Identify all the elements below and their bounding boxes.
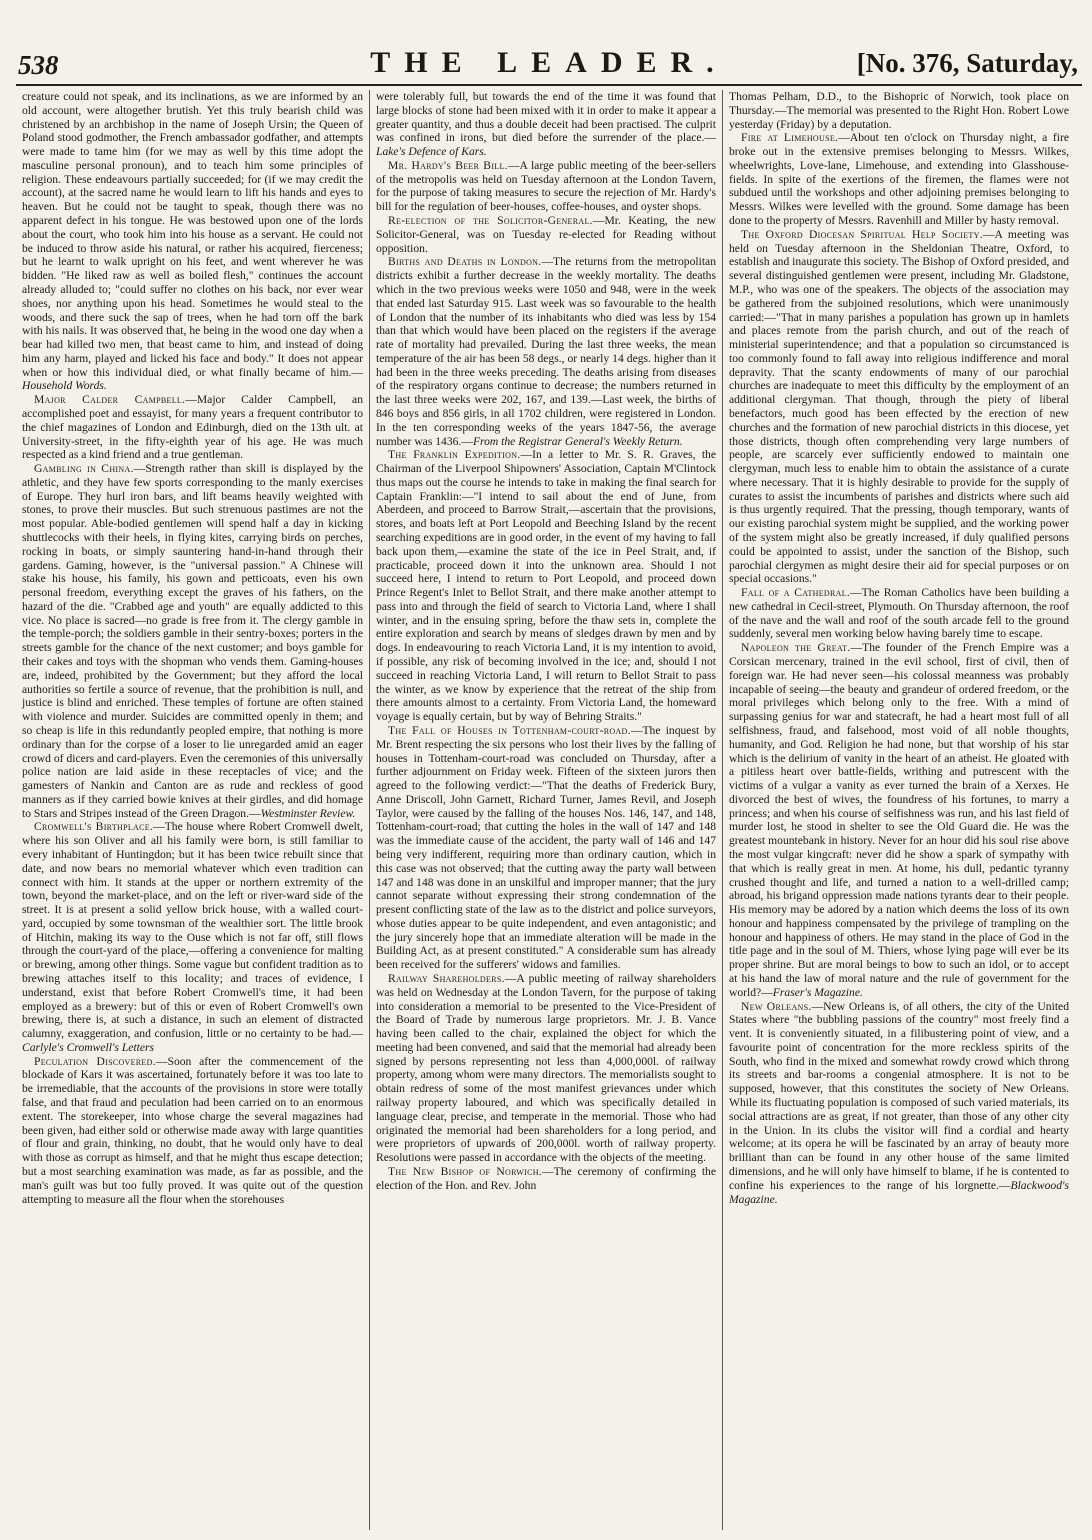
article-text: The Roman Catholics have been building a new cathedral in Cecil-street, Plymouth. On Thursday afternoon, the roof of the nave and the wall and roof of the south arcade fell to the ground suddenly, several men working below having barely time to escape.	[729, 586, 1069, 641]
column-2	[369, 90, 722, 1530]
article-paragraph: The New Bishop of Norwich.—The ceremony of confirming the election of the Hon. and Rev. John	[376, 1164, 716, 1192]
article-source: Household Words.	[22, 379, 107, 393]
article-text: Soon after the commencement of the blockade of Kars it was ascertained, fortunately before it was too late to be irremediable, that the accounts of the provisions in store were totally false, and that fraud and peculation had been carried on to an enormous extent. The storekeeper, into whose charge the several magazines had been given, had either sold or otherwise made away with large quantities of flour and grain, thinking, no doubt, that he would only have to deal with those as corrupt as himself, and that he might thus escape detection; but a most searching examination was made, as far as possible, and the man's guilt was but too fully proved. It was quite out of the question attempting to measure all the flour when the storehouses	[22, 1054, 363, 1206]
article-text: About ten o'clock on Thursday night, a fire broke out in the extensive premises belonging to Messrs. Wilkes, wheelwrights, Love-lane, Limehouse, and extending into Glasshouse-fields. In spite of the exertions of the firemen, the flames were not subdued until the workshops and other adjoining premises belonging to Messrs. Wilkes were levelled with the ground. Some damage has been done to the property of Messrs. Ravenhill and Miller by hasty removal.	[729, 131, 1069, 228]
article-source: From the Registrar General's Weekly Return.	[472, 434, 683, 448]
article-heading: Re-election of the Solicitor-General.	[388, 214, 593, 228]
article-text: In a letter to Mr. S. R. Graves, the Chairman of the Liverpool Shipowners' Association, Captain M'Clintock thus maps out the course he intends to take in making the final search for Captain Franklin:—"I intend to sail about the end of June, from Aberdeen, and proceed to Barrow Strait,—ascertain that the provisions, stores, and boats left at Port Leopold and Beeching Island by the recent searching expeditions are in good order, in the event of my having to fall back upon them,—examine the state of the ice in Peel Strait, and, if practicable, proceed down it into the unknown area. Should I not succeed here, I intend to return to Port Leopold, and proceed down Prince Regent's Inlet to Bellot Strait, and there make another attempt to pass into and through the field of search to Victoria Land, where I shall winter, and in the ensuing spring, before the thaw sets in, complete the entire exploration and search by means of sledges drawn by men and by dogs. In endeavouring to reach Victoria Land, it is my intention to avoid, if possible, any risk of becoming involved in the ice; and, should I not succeed in reaching Victoria Land, I will return to Bellot Strait to pass the winter, as we know by experience that the retreat of the ship from there amounts almost to a certainty. From Victoria Land, the homeward voyage is equally certain, but by way of Behring Straits."	[376, 448, 716, 724]
article-paragraph: Re-election of the Solicitor-General.—Mr. Keating, the new Solicitor-General, was on Tuesday re-elected for Reading without opposition.	[376, 214, 717, 255]
article-paragraph: Gambling in China.—Strength rather than skill is displayed by the athletic, and they have few sports corresponding to the manly exercises of Europe. They hurl iron bars, and lift beams heavily weighted with stones, to prove their muscles. But such strenuous pastimes are not the most popular. Able-bodied gentlemen will spend half a day in kicking shuttlecocks with their heels, in flying kites, carrying birds on perches, rocking in boats, or simply sauntering hand-in-hand through their gardens. Gaming, however, is the "universal passion." A Chinese will stake his house, his family, his gown and petticoats, even his own personal freedom, everything except the graves of his fathers, on the hazard of the die. "Crabbed age and youth" are equally addicted to this vice. No place is sacred—no grade is free from it. The clergy gamble in the temple-porch; the soldiers gamble in their sentry-boxes; porters in the streets gamble for the chance of the next customer; and boys gamble for their cakes and toys with the shopman who vends them. Gaming-houses are, indeed, prohibited by the Government; but they afford the local authorities so fertile a source of revenue, that the prohibition is null, and justice is blind and enriched. These temples of fortune are often stained with violence and murder. Suicides are committed openly in them; and so cheap is life in this redundantly peopled empire, that nothing is more ordinary than for the corpse of a loser to lie unregarded amid an eager crowd of dicers and card-players. Even the ceremonies of this universally police nation are laid aside in these receptacles of vice; and the gamesters of Nankin and Canton are as rude and reckless of good manners as if they carried bowie knives at their girdles, and did homage to Stars and Stripes instead of the Green Dragon.—Westminster Review.	[22, 462, 363, 820]
article-text: A large public meeting of the beer-sellers of the metropolis was held on Tuesday afternoon at the London Tavern, for the purpose of taking measures to secure the rejection of Mr. Hardy's bill for the regulation of beer-houses, coffee-houses, and oyster shops.	[376, 158, 716, 214]
article-text: New Orleans is, of all others, the city of the United States where "the bubbling passions of the country" most freely find a vent. It is conveniently situated, in a filibustering point of view, and a favourite point of concentration for the more reckless spirits of the South, who find in the mixed and somewhat rowdy crowd which throng its streets and bar-rooms a congenial atmosphere. It is not to be supposed, however, that this constitutes the society of New Orleans. While its fluctuating population is composed of such varied materials, its social attractions are as great, if not greater, than those of any other city in the Union. In its clubs the visitor will find a cordial and hearty welcome; at its opera he will be fascinated by an array of beauty more brilliant than can be found in any other house of the same limited dimensions, and he will only have himself to blame, if he is contented to confine his experiences to the range of his lorgnette.	[729, 999, 1069, 1192]
article-text: Mr. Keating, the new Solicitor-General, was on Tuesday re-elected for Reading without opposition.	[376, 214, 717, 255]
column-1	[16, 90, 369, 1530]
article-source: Carlyle's Cromwell's Letters	[22, 1040, 155, 1054]
article-heading: The New Bishop of Norwich.	[388, 1164, 543, 1178]
article-text: creature could not speak, and its inclinations, as we are informed by an old account, were altogether brutish. Yet this truly bearish child was christened by an archbishop in the name of Joseph Ursin; the Queen of Poland stood godmother, the French ambassador godfather, and attempts were made to tame him (for we may as well by this time adopt the masculine personal pronoun), and to teach him some principles of religion. These endeavours partially succeeded; for (if we may credit the account), at the sacred name he would learn to lift his hands and eyes to heaven. But he could not be taught to speak, though there was no apparent defect in his tongue. He was bestowed upon one of the lords about the court, who took him into his house as a servant. He could not be induced to throw aside his natural, or rather his acquired, fierceness; but he learnt to walk upright on his feet, and went wherever he was bidden. "He liked raw as well as boiled flesh," continues the account already alluded to; "could suffer no clothes on his back, nor ever wear shoes, nor anything upon his head. Sometimes he would steal to the woods, and there suck the sap of trees, when he had torn off the bark with his nails. It was observed that, he being in the wood one day when a bear had killed two men, that beast came to him, and instead of doing him any harm, played and licked his face and body." It does not appear when or how this individual died, or what finally became of him.	[22, 90, 363, 379]
article-paragraph: Peculation Discovered.—Soon after the commencement of the blockade of Kars it was ascertained, fortunately before it was too late to be irremediable, that the accounts of the provisions in store were totally false, and that fraud and peculation had been carried on to an enormous extent. The storekeeper, into whose charge the several magazines had been given, had either sold or otherwise made away with large quantities of flour and grain, thinking, no doubt, that he would only have to deal with those as corrupt as himself, and that he might thus escape detection; but a most searching examination was made, as far as possible, and the man's guilt was but too fully proved. It was quite out of the question attempting to measure all the flour when the storehouses	[22, 1054, 363, 1206]
article-heading: Fire at Limehouse.	[741, 131, 839, 145]
article-text: Thomas Pelham, D.D., to the Bishopric of Norwich, took place on Thursday.—The memorial was presented to the Right Hon. Robert Lowe yesterday (Friday) by a deputation.	[729, 90, 1069, 131]
article-text: A public meeting of railway shareholders was held on Wednesday at the London Tavern, for the purpose of taking into consideration a memorial to be presented to the Vice-President of the Board of Trade by numerous large proprietors. Mr. J. B. Vance having been called to the chair, explained the object for which the meeting had been convened, and said that the memorial had already been signed by persons representing not less than 4,000,000l. of railway property, among whom were many directors. The memorialists sought to obtain redress of some of the most manifest grievances under which railway property laboured, and which was specifically detailed in language clear, precise, and temperate in the memorial. Those who had originated the memorial had been shareholders for a long period, and were proprietors of upwards of 200,000l. worth of railway property. Resolutions were passed in accordance with the objects of the meeting.	[376, 972, 716, 1165]
article-paragraph: Railway Shareholders.—A public meeting of railway shareholders was held on Wednesday at the London Tavern, for the purpose of taking into consideration a memorial to be presented to the Vice-President of the Board of Trade by numerous large proprietors. Mr. J. B. Vance having been called to the chair, explained the object for which the meeting had been convened, and said that the memorial had already been signed by persons representing not less than 4,000,000l. of railway property, among whom were many directors. The memorialists sought to obtain redress of some of the most manifest grievances under which railway property laboured, and which was specifically detailed in language clear, precise, and temperate in the memorial. Those who had originated the memorial had been shareholders for a long period, and were proprietors of upwards of 200,000l. worth of railway property. Resolutions were passed in accordance with the objects of the meeting.	[376, 972, 716, 1165]
article-paragraph: The Oxford Diocesan Spiritual Help Society.—A meeting was held on Tuesday afternoon in the Sheldonian Theatre, Oxford, to establish and inaugurate this society. The Bishop of Oxford presided, and several distinguished gentlemen were present, including Mr. Gladstone, M.P., who was one of the speakers. The objects of the association may be gathered from the subjoined resolutions, which were unanimously carried:—"That in many parishes a population has grown up in hamlets and places remote from the parish church, and out of the reach of ministerial superintendence; and that a population so circumstanced is too commonly found to fall away into religious indifference and moral depravity. That the scanty endowments of many of our parochial churches are inadequate to meet this difficulty by the employment of an additional clergyman. That though, through the piety of liberal benefactors, much good has been effected by the erection of new churches and the formation of new parochial districts in this diocese, yet those districts, though often comprehending very large numbers of people, are scarcely ever sufficiently endowed to maintain one clergyman, much less to enable him to obtain the assistance of a curate where necessary. That it is highly desirable to provide for the supply of curates to assist the incumbents of parishes and districts where such aid is thus urgently required. That the pressing, though temporary, wants of our existing parochial system might be supplied, and the working power of the system might also be greatly increased, if duly qualified persons could be appointed to assist, under the sanction of the Bishop, such parochial clergymen as might desire their aid for special purposes or on special occasions."	[729, 227, 1070, 586]
article-paragraph: Napoleon the Great.—The founder of the French Empire was a Corsican mercenary, trained in the evil school, first of civil, then of foreign war. He had never seen—his colossal meanness was probably incapable of seeing—the beauty and grandeur of ordered freedom, or the moral privileges which belong only to the free. With a mind of surpassing genius for war and statecraft, he had a heart most full of all selfishness, fraud, and falsehood, most void of all noble thoughts, humanity, and God. Religion he had none, but that worship of his star which is the delirium of vanity in the heart of an atheist. He gloated with a pitiless heart over battle-fields, writhing and putrescent with the victims of a vulgar a vanity as ever turned the brain of a Xerxes. He divorced the best of wives, the foundress of his fortunes, to marry a princess; and when his course of selfishness was run, and his last field of murder lost, he stood in shelter to see the Old Guard die. He was the greatest mountebank in history. Never for an hour did his soul rise above the most vulgar kingcraft: never did he show a spark of sympathy with that which is really great in men. At home, his dull, pedantic tyranny crushed thought and life, and turned a nation to a well-drilled camp; abroad, his brigand oppression made nations tyrants dear to their people. His memory may be adored by a nation which deems the loss of its own honour and happiness compensated by the privilege of trampling on the honour and happiness of others. He may stand in the place of God in the title page and in the soul of M. Thiers, whose lying page will ever be its proper shrine. But are moral beings to bow to such an idol, or to accept at his hand the law of moral nature and the rule of government for the world?—Fraser's Magazine.	[729, 641, 1069, 999]
article-heading: Railway Shareholders.	[388, 972, 505, 985]
article-columns	[16, 90, 1082, 1530]
article-paragraph: were tolerably full, but towards the end of the time it was found that large blocks of stone had been mixed with it in order to make it appear a greater quantity, and thus a double deceit had been practised. The culprit was confined in irons, but died before the surrender of the place.—Lake's Defence of Kars.	[376, 90, 716, 159]
article-source: Westminster Review.	[260, 806, 356, 820]
article-paragraph: Fall of a Cathedral.—The Roman Catholics have been building a new cathedral in Cecil-street, Plymouth. On Thursday afternoon, the roof of the nave and the wall and roof of the south arcade fell to the ground suddenly, several men working below having barely time to escape.	[729, 586, 1069, 641]
article-heading: The Fall of Houses in Tottenham-court-road.	[388, 723, 631, 737]
page-number: 538	[18, 50, 59, 80]
article-paragraph: The Fall of Houses in Tottenham-court-road.—The inquest by Mr. Brent respecting the six persons who lost their lives by the falling of houses in Tottenham-court-road was concluded on Thursday, after a further adjournment on Friday week. Fifteen of the sixteen jurors then agreed to the following verdict:—"That the deaths of Frederick Bury, Anne Driscoll, John Garnett, Richard Turner, James Revil, and Joseph Taylor, were caused by the falling of the houses Nos. 146, 147, and 148, Tottenham-court-road; that cutting the holes in the wall of 147 and 148 was the immediate cause of the accident, the party wall of 146 and 147 being very indifferent, requiring more than ordinary caution, which in this case was not observed; that the cutting away the party wall between 147 and 148 was done in an unskilful and improper manner; that the jury cannot separate without expressing their strong condemnation of the present conflicting state of the law as to the district and police surveyors, whose duties appear to be quite independent, and even antagonistic; and the jury sincerely hope that an immediate alteration will be made in the Building Act, as at present constituted." A considerable sum has already been received for the sufferers' widows and families.	[376, 723, 716, 972]
column-3	[722, 90, 1075, 1530]
article-source: Fraser's Magazine.	[772, 985, 863, 999]
article-heading: Births and Deaths in London.	[388, 255, 542, 269]
article-heading: Fall of a Cathedral.	[741, 586, 851, 600]
article-text: A meeting was held on Tuesday afternoon in the Sheldonian Theatre, Oxford, to establish and inaugurate this society. The Bishop of Oxford presided, and several distinguished gentlemen were present, including Mr. Gladstone, M.P., who was one of the speakers. The objects of the association may be gathered from the subjoined resolutions, which were unanimously carried:—"That in many parishes a population has grown up in hamlets and places remote from the parish church, and out of the reach of ministerial superintendence; and that a population so circumstanced is too commonly found to fall away into religious indifference and moral depravity. That the scanty endowments of many of our parochial churches are inadequate to meet this difficulty by the employment of an additional clergyman. That though, through the piety of liberal benefactors, much good has been effected by the erection of new churches and the formation of new parochial districts in this diocese, yet those districts, though often comprehending very large numbers of people, are scarcely ever sufficiently endowed to maintain one clergyman, much less to enable him to obtain the assistance of a curate where necessary. That it is highly desirable to provide for the supply of curates to assist the incumbents of parishes and districts where such aid is thus urgently required. That the pressing, though temporary, wants of our existing parochial system might be supplied, and the working power of the system might also be greatly increased, if duly qualified persons could be appointed to assist, under the sanction of the Bishop, such parochial clergymen as might desire their aid for special purposes or on special occasions."	[729, 227, 1070, 586]
article-text: The ceremony of confirming the election of the Hon. and Rev. John	[376, 1164, 716, 1192]
masthead	[16, 0, 1082, 86]
article-paragraph: Fire at Limehouse.—About ten o'clock on Thursday night, a fire broke out in the extensive premises belonging to Messrs. Wilkes, wheelwrights, Love-lane, Limehouse, and extending into Glasshouse-fields. In spite of the exertions of the firemen, the flames were not subdued until the workshops and other adjoining premises belonging to Messrs. Wilkes were levelled with the ground. Some damage has been done to the property of Messrs. Ravenhill and Miller by hasty removal.	[729, 131, 1069, 228]
article-paragraph: Births and Deaths in London.—The returns from the metropolitan districts exhibit a further decrease in the weekly mortality. The deaths which in the two previous weeks were 1050 and 948, were in the week that ended last Saturday 915. Last week was so favourable to the health of London that the number of its inhabitants who died was less by 154 than that which would have been placed on the registers if the average rate of mortality had prevailed. During the last three weeks, the mean temperature of the air has been 58 degs., or nearly 14 degs. higher than it had been in the three weeks preceding. The deaths arising from diseases of the respiratory organs continue to decrease; the numbers returned in the last three weeks were 202, 167, and 139.—Last week, the births of 846 boys and 856 girls, in all 1702 children, were registered in London. In the ten corresponding weeks of the years 1847-56, the average number was 1436.—From the Registrar General's Weekly Return.	[376, 255, 716, 448]
article-heading: Peculation Discovered.	[34, 1054, 156, 1068]
article-paragraph: The Franklin Expedition.—In a letter to Mr. S. R. Graves, the Chairman of the Liverpool Shipowners' Association, Captain M'Clintock thus maps out the course he intends to take in making the final search for Captain Franklin:—"I intend to sail about the end of June, from Aberdeen, and proceed to Barrow Strait,—ascertain that the provisions, stores, and boats left at Port Leopold and Beeching Island by the recent searching expeditions are in good order, in the event of my having to fall back upon them,—examine the state of the ice in Peel Strait, and, if practicable, proceed down it into the unknown area. Should I not succeed here, I intend to return to Port Leopold, and proceed down Prince Regent's Inlet to Bellot Strait, and there make another attempt to pass into and through the field of search to Victoria Land, where I shall winter, and in the ensuing spring, before the thaw sets in, complete the entire exploration and search by means of sledges drawn by men and by dogs. In endeavouring to reach Victoria Land, it is my intention to avoid, if possible, any risk of becoming involved in the ice; and, should I not succeed in reaching Victoria Land, I will return to Bellot Strait to pass the winter, as we know by experience that the retreat of the ship from there amounts almost to a certainty. From Victoria Land, the homeward voyage is equally certain, but by way of Behring Straits."	[376, 448, 716, 724]
article-source: Lake's Defence of Kars.	[376, 145, 487, 159]
article-text: The founder of the French Empire was a Corsican mercenary, trained in the evil school, first of civil, then of foreign war. He had never seen—his colossal meanness was probably incapable of seeing—the beauty and grandeur of ordered freedom, or the moral privileges which belong only to the free. With a mind of surpassing genius for war and statecraft, he had a heart most full of all selfishness, fraud, and falsehood, most void of all noble thoughts, humanity, and God. Religion he had none, but that worship of his star which is the delirium of vanity in the heart of an atheist. He gloated with a pitiless heart over battle-fields, writhing and putrescent with the victims of a vulgar a vanity as ever turned the brain of a Xerxes. He divorced the best of wives, the foundress of his fortunes, to marry a princess; and when his course of selfishness was run, and his last field of murder lost, he stood in shelter to see the Old Guard die. He was the greatest mountebank in history. Never for an hour did his soul rise above the most vulgar kingcraft: never did he show a spark of sympathy with that which is really great in men. At home, his dull, pedantic tyranny crushed thought and life, and turned a nation to a well-drilled camp; abroad, his brigand oppression made nations tyrants dear to their people. His memory may be adored by a nation which deems the loss of its own honour and happiness compensated by the privilege of trampling on the honour and happiness of others. He may stand in the place of God in the title page and in the soul of M. Thiers, whose lying page will ever be its proper shrine. But are moral beings to bow to such an idol, or to accept at his hand the law of moral nature and the rule of government for the world?	[729, 641, 1069, 999]
article-heading: The Oxford Diocesan Spiritual Help Society.	[741, 227, 983, 241]
article-heading: Napoleon the Great.	[741, 641, 851, 655]
article-heading: Cromwell's Birthplace.	[34, 820, 154, 834]
article-text: The inquest by Mr. Brent respecting the six persons who lost their lives by the falling of houses in Tottenham-court-road was concluded on Thursday, after a further adjournment on Friday week. Fifteen of the sixteen jurors then agreed to the following verdict:—"That the deaths of Frederick Bury, Anne Driscoll, John Garnett, Richard Turner, James Revil, and Joseph Taylor, were caused by the falling of the houses Nos. 146, 147, and 148, Tottenham-court-road; that cutting the holes in the wall of 147 and 148 was the immediate cause of the accident, the party wall of 146 and 147 being very indifferent, requiring more than ordinary caution, which in this case was not observed; that the cutting away the party wall between 147 and 148 was done in an unskilful and improper manner; that the jury cannot separate without expressing their strong condemnation of the present conflicting state of the law as to the district and police surveyors, whose duties appear to be quite independent, and even antagonistic; and the jury sincerely hope that an immediate alteration will be made in the Building Act, as at present constituted." A considerable sum has already been received for the sufferers' widows and families.	[376, 723, 716, 972]
article-paragraph: New Orleans.—New Orleans is, of all others, the city of the United States where "the bubbling passions of the country" most freely find a vent. It is conveniently situated, in a filibustering point of view, and a favourite point of concentration for the more reckless spirits of the South, who find in the mixed and somewhat rowdy crowd which throng its streets and bar-rooms a congenial atmosphere. It is not to be supposed, however, that this constitutes the society of New Orleans. While its fluctuating population is composed of such varied materials, its social attractions are as great, if not greater, than those of any other city in the Union. In its clubs the visitor will find a cordial and hearty welcome; at its opera he will be fascinated by an array of beauty more brilliant than can be found in any other house of the same limited dimensions, and he will only have himself to blame, if he is contented to confine his experiences to the range of his lorgnette.—Blackwood's Magazine.	[729, 999, 1069, 1206]
article-paragraph: Cromwell's Birthplace.—The house where Robert Cromwell dwelt, where his son Oliver and all his family were born, is still familiar to every inhabitant of Huntingdon; but it has been twice rebuilt since that date, and now bears no memorial whatever which even tradition can connect with him. It stands at the upper or northern extremity of the town, beyond the market-place, and on the left or river-ward side of the street. It is at present a solid yellow brick house, with a walled court-yard, occupied by some townsman of the wealthier sort. The little brook of Hitchin, making its way to the Ouse which is not far off, still flows through the court-yard of the place,—offering a convenience for malting or brewing, among other things. Some vague but confident tradition as to brewing attaches itself to this locality; and traces of evidence, I understand, exist that before Robert Cromwell's time, it had been employed as a brewery: but of this or even of Robert Cromwell's own brewing, there is, at such a distance, in such an element of distracted calumny, exaggeration, and confusion, little or no certainty to be had.—Carlyle's Cromwell's Letters	[22, 820, 364, 1054]
article-text: were tolerably full, but towards the end of the time it was found that large blocks of stone had been mixed with it in order to make it appear a greater quantity, and thus a double deceit had been practised. The culprit was confined in irons, but died before the surrender of the place.	[376, 90, 716, 145]
article-text: The house where Robert Cromwell dwelt, where his son Oliver and all his family were born, is still familiar to every inhabitant of Huntingdon; but it has been twice rebuilt since that date, and now bears no memorial whatever which even tradition can connect with him. It stands at the upper or northern extremity of the town, beyond the market-place, and on the left or river-ward side of the street. It is at present a solid yellow brick house, with a walled court-yard, occupied by some townsman of the wealthier sort. The little brook of Hitchin, making its way to the Ouse which is not far off, still flows through the court-yard of the place,—offering a convenience for malting or brewing, among other things. Some vague but confident tradition as to brewing attaches itself to this locality; and traces of evidence, I understand, exist that before Robert Cromwell's time, it had been employed as a brewery: but of this or even of Robert Cromwell's own brewing, there is, at such a distance, in such an element of distracted calumny, exaggeration, and confusion, little or no certainty to be had.	[22, 820, 364, 1041]
article-heading: The Franklin Expedition.	[388, 448, 521, 462]
article-text: Strength rather than skill is displayed by the athletic, and they have few sports corresponding to the manly exercises of Europe. They hurl iron bars, and lift beams heavily weighted with stones, to prove their muscles. But such strenuous pastimes are not the most popular. Able-bodied gentlemen will spend half a day in kicking shuttlecocks with their heels, in flying kites, carrying birds on perches, rocking in boats, or simply sauntering hand-in-hand through their gardens. Gaming, however, is the "universal passion." A Chinese will stake his house, his family, his gown and petticoats, even his own personal freedom, everything except the graves of his fathers, on the hazard of the die. "Crabbed age and youth" are equally addicted to this vice. No place is sacred—no grade is free from it. The clergy gamble in the temple-porch; the soldiers gamble in their sentry-boxes; porters in the streets gamble for the chance of the next customer; and boys gamble for their cakes and toys with the shopman who vends them. Gaming-houses are, indeed, prohibited by the Government; but they afford the local authorities so fertile a source of revenue, that the prohibition is null, and justice is blind and enriched. These temples of fortune are often stained with violence and murder. Suicides are committed openly in them; and so cheap is life in this redundantly peopled empire, that nothing is more ordinary than for the corpse of a loser to lie unregarded amid an eager crowd of dicers and card-players. Even the ceremonies of this universally police nation are laid aside in these receptacles of vice; and the gamesters of Nankin and Canton are as rude and reckless of good manners as if they carried bowie knives at their girdles, and did homage to Stars and Stripes instead of the Green Dragon.	[22, 462, 363, 820]
article-text: The returns from the metropolitan districts exhibit a further decrease in the weekly mortality. The deaths which in the two previous weeks were 1050 and 948, were in the week that ended last Saturday 915. Last week was so favourable to the health of London that the number of its inhabitants who died was less by 154 than that which would have been placed on the registers if the average rate of mortality had prevailed. During the last three weeks, the mean temperature of the air has been 58 degs., or nearly 14 degs. higher than it had been in the three weeks preceding. The deaths arising from diseases of the respiratory organs continue to decrease; the numbers returned in the last three weeks were 202, 167, and 139.—Last week, the births of 846 boys and 856 girls, in all 1702 children, were registered in London. In the ten corresponding weeks of the years 1847-56, the average number was 1436.	[376, 255, 716, 448]
article-heading: Mr. Hardy's Beer Bill.	[388, 158, 508, 172]
article-heading: Major Calder Campbell.	[34, 393, 186, 407]
newspaper-title: THE LEADER.	[370, 46, 728, 79]
issue-number: [No. 376, Saturday,	[856, 48, 1078, 78]
article-paragraph: Mr. Hardy's Beer Bill.—A large public meeting of the beer-sellers of the metropolis was held on Tuesday afternoon at the London Tavern, for the purpose of taking measures to secure the rejection of Mr. Hardy's bill for the regulation of beer-houses, coffee-houses, and oyster shops.	[376, 158, 716, 214]
article-heading: Gambling in China.	[34, 462, 134, 476]
article-source: Blackwood's Magazine.	[729, 1178, 1069, 1206]
article-paragraph	[729, 90, 1069, 131]
article-paragraph: creature could not speak, and its inclinations, as we are informed by an old account, were altogether brutish. Yet this truly bearish child was christened by an archbishop in the name of Joseph Ursin; the Queen of Poland stood godmother, the French ambassador godfather, and attempts were made to tame him (for we may as well by this time adopt the masculine personal pronoun), and to teach him some principles of religion. These endeavours partially succeeded; for (if we may credit the account), at the sacred name he would learn to lift his hands and eyes to heaven. But he could not be taught to speak, though there was no apparent defect in his tongue. He was bestowed upon one of the lords about the court, who took him into his house as a servant. He could not be induced to throw aside his natural, or rather his acquired, fierceness; but he learnt to walk upright on his feet, and went wherever he was bidden. "He liked raw as well as boiled flesh," continues the account already alluded to; "could suffer no clothes on his back, nor ever wear shoes, nor anything upon his head. Sometimes he would steal to the woods, and there suck the sap of trees, when he had torn off the bark with his nails. It was observed that, he being in the wood one day when a bear had killed two men, that beast came to him, and instead of doing him any harm, played and licked his face and body." It does not appear when or how this individual died, or what finally became of him.—Household Words.	[22, 90, 363, 393]
article-paragraph: Major Calder Campbell.—Major Calder Campbell, an accomplished poet and essayist, for many years a frequent contributor to the chief magazines of London and Edinburgh, died on the 13th ult. at University-street, in the fifty-eighth year of his age. He was much respected as a kind friend and a true gentleman.	[22, 393, 363, 462]
article-text: Major Calder Campbell, an accomplished poet and essayist, for many years a frequent contributor to the chief magazines of London and Edinburgh, died on the 13th ult. at University-street, in the fifty-eighth year of his age. He was much respected as a kind friend and a true gentleman.	[22, 393, 363, 462]
article-heading: New Orleans.	[741, 999, 812, 1013]
